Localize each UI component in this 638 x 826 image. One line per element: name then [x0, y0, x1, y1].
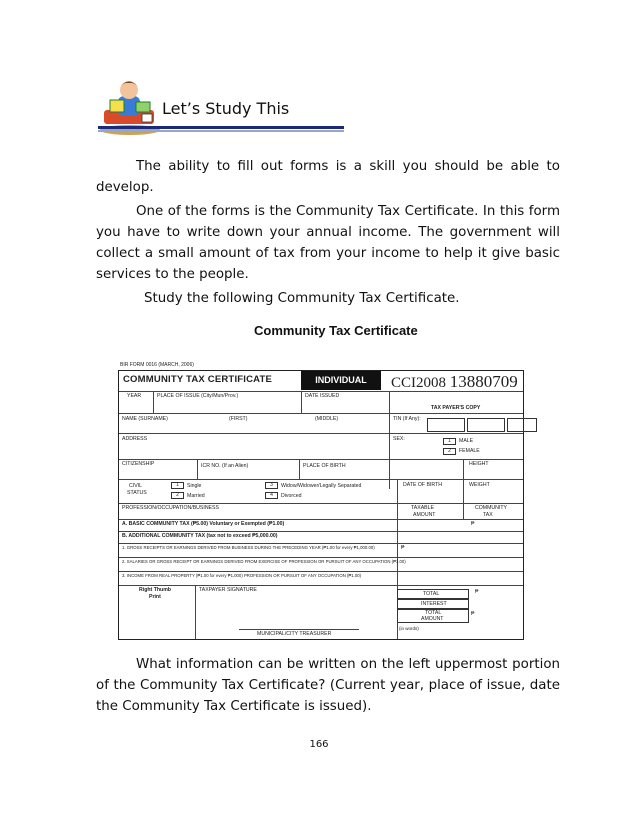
female-label: FEMALE	[459, 448, 480, 454]
ctc-paragraph: One of the forms is the Community Tax Certificate. In this form you have to write down your annual income. The government will collect a small amount of tax from your income to help it give basic services to the people.	[96, 204, 560, 282]
widow-box: 3	[265, 482, 278, 489]
salaries-item: 2. SALARIES OR GROSS RECEIPT OR EARNINGS DERIVED FROM EXERCISE OF PROFESSION OR PURSUIT OF ANY OCCUPATION (₱1.00)	[122, 559, 406, 564]
married-label: Married	[187, 493, 205, 499]
first-name-label: (FIRST)	[229, 416, 248, 422]
surname-label: NAME (SURNAME)	[122, 416, 168, 422]
thumb-print-label: Print	[149, 594, 161, 600]
community-label: COMMUNITY	[475, 505, 507, 511]
status-label: STATUS	[127, 490, 147, 496]
divorced-box: 4	[265, 492, 278, 499]
serial-number	[391, 372, 518, 392]
divorced-label: Divorced	[281, 493, 302, 499]
married-box: 2	[171, 492, 184, 499]
date-issued-label: DATE ISSUED	[305, 393, 340, 399]
treasurer-label: MUNICIPAL/CITY TREASURER	[257, 631, 332, 637]
form-caption: Community Tax Certificate	[254, 323, 418, 338]
year-label: YEAR	[127, 393, 142, 399]
place-of-issue-label: PLACE OF ISSUE (City/Mun/Prov.)	[157, 393, 239, 399]
icr-label: ICR NO. (If an Alien)	[201, 463, 249, 469]
height-label: HEIGHT	[469, 461, 489, 467]
additional-tax-label: B. ADDITIONAL COMMUNITY TAX (tax not to exceed ₱5,000.00)	[122, 533, 278, 539]
single-label: Single	[187, 483, 202, 489]
individual-badge: INDIVIDUAL	[301, 371, 381, 390]
tin-box-1	[427, 418, 465, 432]
basic-tax-label: A. BASIC COMMUNITY TAX (₱5.00) Voluntary or Exempted (₱1.00)	[122, 521, 285, 527]
widow-label: Widow/Widower/Legally Separated	[281, 483, 362, 489]
single-box: 1	[171, 482, 184, 489]
address-label: ADDRESS	[122, 436, 148, 442]
female-box: 2	[443, 448, 456, 455]
real-property-item: 3. INCOME FROM REAL PROPERTY (₱1.00 for every ₱1,000) PROFESSION OR PURSUIT OF ANY OCCUPATION (₱1.00)	[122, 573, 362, 578]
section-heading: Let’s Study This	[162, 99, 290, 118]
paid-peso: ₱	[471, 611, 475, 617]
male-label: MALE	[459, 438, 474, 444]
community-tax-label: TAX	[483, 512, 493, 518]
page-number: 166	[309, 739, 329, 750]
middle-name-label: (MIDDLE)	[315, 416, 339, 422]
citizenship-label: CITIZENSHIP	[122, 461, 155, 467]
signature-label: TAXPAYER SIGNATURE	[199, 587, 257, 593]
study-instruction: Study the following Community Tax Certificate.	[144, 291, 460, 306]
in-words-label: (in words)	[399, 626, 419, 631]
place-of-birth-label: PLACE OF BIRTH	[303, 463, 346, 469]
interest-label: INTEREST	[421, 601, 447, 607]
date-of-birth-label: DATE OF BIRTH	[403, 482, 443, 488]
heading-underline-shadow	[98, 130, 344, 132]
thumb-label: Right Thumb	[139, 587, 171, 593]
tin-label: TIN (If Any):	[393, 416, 421, 422]
sex-label: SEX:	[393, 436, 405, 442]
heading-underline	[98, 126, 344, 129]
total-peso: ₱	[475, 589, 479, 595]
total-paid-amount-label: AMOUNT	[421, 616, 444, 622]
civil-label: CIVIL	[129, 483, 142, 489]
tin-box-3	[507, 418, 537, 432]
form-title: COMMUNITY TAX CERTIFICATE	[123, 374, 273, 385]
total-label: TOTAL	[423, 591, 440, 597]
male-box: 1	[443, 438, 456, 445]
item1-peso: ₱	[401, 545, 405, 551]
taxable-label: TAXABLE	[411, 505, 434, 511]
basic-peso: ₱	[471, 521, 475, 527]
intro-paragraph: The ability to fill out forms is a skill you should be able to develop.	[96, 159, 560, 195]
weight-label: WEIGHT	[469, 482, 490, 488]
serial-prefix: CCI2008	[391, 375, 447, 391]
bir-form-label: BIR FORM 0016 (MARCH, 2006)	[120, 362, 194, 368]
question-paragraph: What information can be written on the left uppermost portion of the Community Tax Certificate? (Current year, place of issue, date the Community Tax Certificate is issued).	[96, 657, 560, 714]
community-tax-certificate-form	[118, 370, 524, 640]
profession-label: PROFESSION/OCCUPATION/BUSINESS	[122, 505, 219, 511]
serial-digits: 13880709	[449, 372, 518, 391]
total-paid-label: TOTAL	[425, 610, 442, 616]
gross-receipts-item: 1. GROSS RECEIPTS OR EARNINGS DERIVED FROM BUSINESS DURING THE PRECEDING YEAR (₱1.00 for every ₱1,000.00)	[122, 545, 375, 550]
taxable-amount-label: AMOUNT	[413, 512, 436, 518]
tin-box-2	[467, 418, 505, 432]
taxpayer-copy-label: TAX PAYER'S COPY	[431, 405, 481, 411]
